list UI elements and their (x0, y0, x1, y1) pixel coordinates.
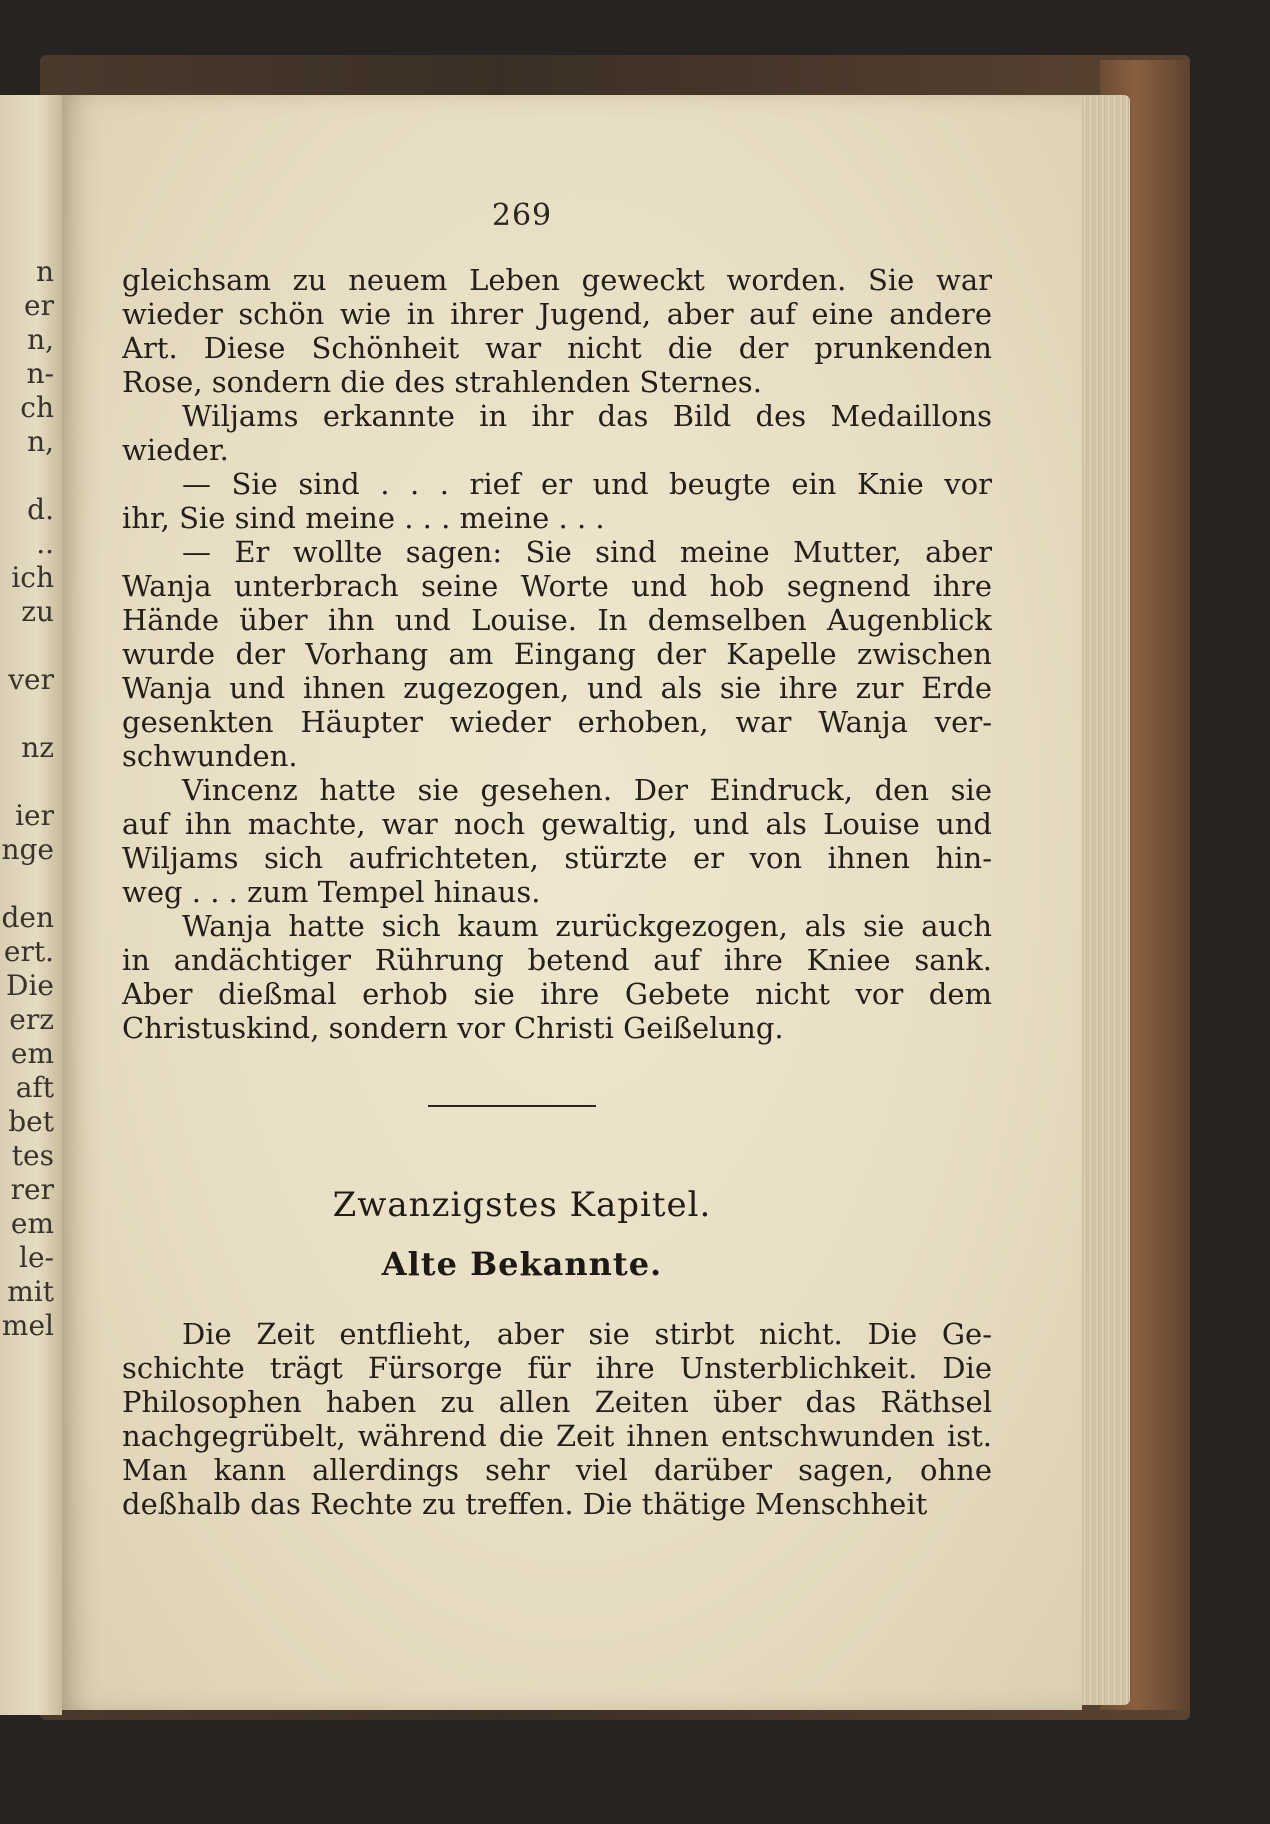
book-page (62, 95, 1082, 1710)
text-line: Christuskind, sondern vor Christi Geißelung. (122, 1011, 784, 1045)
body-text-top (122, 263, 992, 1045)
text-line: Art. Diese Schönheit war nicht die der prunkenden (122, 331, 992, 365)
text-line: Man kann allerdings sehr viel darüber sagen, ohne (122, 1453, 992, 1487)
section-divider (428, 1105, 596, 1107)
text-line: Wanja und ihnen zugezogen, und als sie ihre zur Erde (122, 671, 992, 705)
previous-page-fragment: n, (27, 323, 54, 356)
previous-page-fragment: zu (21, 595, 54, 628)
text-line: weg . . . zum Tempel hinaus. (122, 875, 541, 909)
text-line: Aber dießmal erhob sie ihre Gebete nicht vor dem (122, 977, 992, 1011)
previous-page-fragment: .. (36, 527, 54, 560)
previous-page-fragment (1, 459, 54, 493)
previous-page-fragment: mit (7, 1275, 54, 1308)
page-number: 269 (491, 198, 553, 233)
previous-page-fragment: ier (15, 799, 54, 832)
previous-page-fragment (1, 697, 54, 731)
text-line: gleichsam zu neuem Leben geweckt worden. Sie war (122, 263, 992, 297)
previous-page-fragment: den (1, 901, 54, 934)
previous-page-text (1, 255, 54, 1343)
previous-page-fragment: nz (21, 731, 54, 764)
text-line: wurde der Vorhang am Eingang der Kapelle zwischen (122, 637, 992, 671)
text-line: deßhalb das Rechte zu treffen. Die thätige Menschheit (122, 1487, 928, 1521)
previous-page-fragment (1, 867, 54, 901)
previous-page-fragment: em (10, 1207, 54, 1240)
text-line: wieder schön wie in ihrer Jugend, aber auf eine andere (122, 297, 992, 331)
text-line: nachgegrübelt, während die Zeit ihnen entschwunden ist. (122, 1419, 992, 1453)
previous-page-fragment: n, (27, 425, 54, 458)
previous-page-fragment: n (35, 255, 54, 288)
text-line: — Er wollte sagen: Sie sind meine Mutter, aber (182, 535, 992, 569)
text-line: gesenkten Häupter wieder erhoben, war Wanja ver- (122, 705, 992, 739)
text-line: in andächtiger Rührung betend auf ihre Kniee sank. (122, 943, 992, 977)
previous-page-fragment: Die (6, 969, 54, 1002)
previous-page-fragment: aft (15, 1071, 54, 1104)
text-line: — Sie sind . . . rief er und beugte ein Knie vor (182, 467, 992, 501)
previous-page-fragment (1, 765, 54, 799)
previous-page-fragment: ver (8, 663, 54, 696)
previous-page-fragment: mel (1, 1309, 54, 1342)
previous-page-fragment: d. (27, 493, 54, 526)
text-line: wieder. (122, 433, 229, 467)
previous-page-fragment: em (10, 1037, 54, 1070)
previous-page-fragment: erz (9, 1003, 54, 1036)
text-line: schwunden. (122, 739, 298, 773)
text-line: Wiljams sich aufrichteten, stürzte er von ihnen hin- (122, 841, 992, 875)
text-line: ihr, Sie sind meine . . . meine . . . (122, 501, 605, 535)
text-line: auf ihn machte, war noch gewaltig, und als Louise und (122, 807, 992, 841)
previous-page-fragment: ch (20, 391, 54, 424)
previous-page-fragment: ich (11, 561, 54, 594)
text-line: schichte trägt Fürsorge für ihre Unsterblichkeit. Die (122, 1351, 992, 1385)
previous-page (0, 95, 62, 1715)
text-line: Rose, sondern die des strahlenden Sternes. (122, 365, 762, 399)
previous-page-fragment: tes (11, 1139, 54, 1172)
previous-page-fragment: rer (10, 1173, 54, 1206)
previous-page-fragment: le- (19, 1241, 54, 1274)
previous-page-fragment: nge (1, 833, 54, 866)
previous-page-fragment: er (24, 289, 54, 322)
previous-page-fragment: ert. (3, 935, 54, 968)
text-line: Wanja hatte sich kaum zurückgezogen, als sie auch (182, 909, 992, 943)
text-line: Vincenz hatte sie gesehen. Der Eindruck, den sie (182, 773, 992, 807)
chapter-title: Zwanzigstes Kapitel. (332, 1185, 712, 1225)
page-edges (1075, 95, 1130, 1705)
text-line: Wanja unterbrach seine Worte und hob segnend ihre (122, 569, 992, 603)
text-line: Philosophen haben zu allen Zeiten über das Räthsel (122, 1385, 992, 1419)
previous-page-fragment: bet (8, 1105, 54, 1138)
text-line: Hände über ihn und Louise. In demselben Augenblick (122, 603, 992, 637)
previous-page-fragment (1, 629, 54, 663)
chapter-subtitle: Alte Bekannte. (381, 1245, 663, 1283)
text-line: Die Zeit entflieht, aber sie stirbt nicht. Die Ge- (182, 1317, 992, 1351)
body-text-bottom (122, 1317, 992, 1521)
previous-page-fragment: n- (26, 357, 54, 390)
text-line: Wiljams erkannte in ihr das Bild des Medaillons (182, 399, 992, 433)
